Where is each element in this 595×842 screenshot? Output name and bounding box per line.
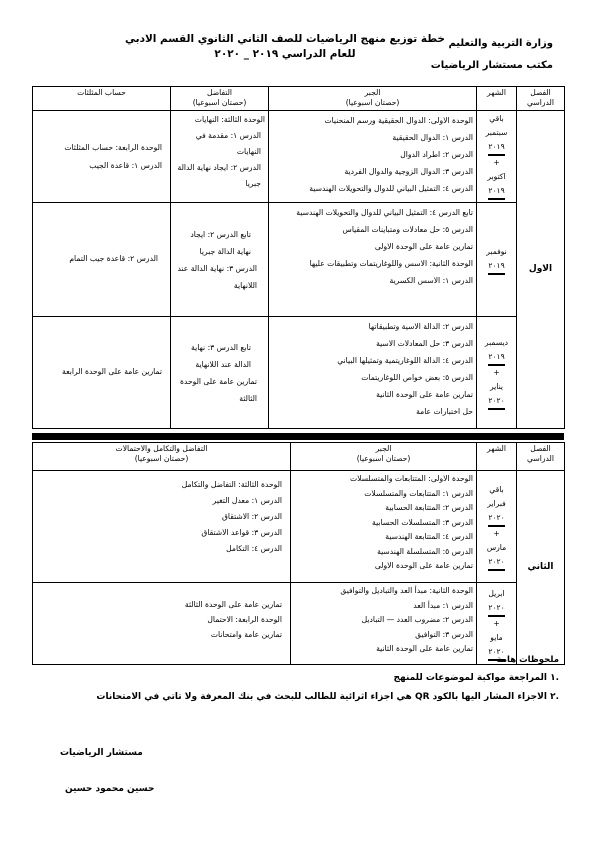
lesson-item: الدرس ٢: اطراد الدوال [400,150,473,159]
term2-table [32,442,565,665]
lesson-item: الوحدة الثانية: مبدأ العد والتباديل والتوافيق [340,586,473,595]
lesson-item: تابع الدرس ٤: التمثيل البياني للدوال والتحويلات الهندسية [296,208,473,217]
month-line: ابريل [488,588,505,598]
section-divider [32,433,564,440]
month-plus: + [493,618,500,628]
month-line: فبراير [487,498,506,508]
lesson-item: تمارين عامة على الوحدة الثالثة [180,376,257,403]
title-line-2: للعام الدراسي ٢٠١٩ _ ٢٠٢٠ [214,48,356,60]
trig-cell [33,111,171,203]
term1-table [32,86,565,429]
lesson-item: تمارين عامة على الوحدة الرابعة [62,367,162,377]
lesson-item: الدرس ٤: التكامل [226,544,282,553]
lesson-item: الدرس ٤: الدالة اللوغاريتمية وتمثيلها البياني [337,356,473,365]
algebra-cell [291,471,477,583]
month-year: ٢٠٢٠ [488,511,504,527]
month-line: ديسمبر [484,337,509,347]
lesson-item: تمارين عامة على الوحدة الثالثة [184,600,282,609]
calculus-cell [33,583,291,665]
algebra-header [291,443,477,471]
lesson-item: تمارين عامة على الوحدة الاولى [374,561,473,570]
month-line: نوفمبر [486,246,507,256]
month-header: الشهر [477,87,517,111]
lesson-item: حل اختبارات عامة [416,407,473,416]
lesson-item: الدرس ٤: التمثيل البياني للدوال والتحويلات الهندسية [309,184,473,193]
ministry-name: وزارة التربية والتعليم [448,38,553,49]
lesson-item: الدرس ٣: حل المعادلات الاسية [376,339,473,348]
algebra-cell [269,203,477,317]
month-line: مايو [490,632,503,642]
month-line: اكتوبر [487,172,506,181]
algebra-cell [269,111,477,203]
lesson-item: الدرس ٢: مضروب العدد — التباديل [361,615,473,624]
lesson-item: الدرس ٢: المتتابعة الحسابية [385,503,473,512]
trig-cell [33,203,171,317]
lesson-item: الدرس ١: الدوال الحقيقية [392,133,473,142]
lesson-item: الدرس ٣: نهاية الدالة عند اللانهاية [177,263,257,290]
calculus-header-label: التفاضل والتكامل والاحتمالات [115,444,208,453]
lesson-item: الوحدة الرابعة: الاحتمال [207,615,282,624]
lesson-item: الدرس ٣: الدوال الزوجية والدوال الفردية [344,167,473,176]
month-header: الشهر [477,443,517,471]
lesson-item: الدرس ٥: حل معادلات ومتباينات المقياس [342,225,473,234]
month-line: سبتمبر [485,128,508,137]
lesson-item: الدرس ٤: المتتابعة الهندسية [385,532,473,541]
month-year: ٢٠٢٠ [488,394,504,410]
algebra-header-sub: (حصتان اسبوعيا) [356,454,411,463]
lesson-item: تمارين عامة وامتحانات [210,630,282,639]
algebra-header-label: الجبر [375,444,392,453]
lesson-item: تابع الدرس ٢: ايجاد نهاية الدالة جبريا [190,229,251,256]
note-item: .٢ الاجزاء المشار اليها بالكود QR هي اجزاء اثرائية للطالب للبحث في بنك المعرفة ولا تاتي في الامتحانات [96,692,559,702]
month-year: ٢٠٢٠ [488,645,504,661]
notes-title: ملحوظات هامة [496,655,559,665]
calculus-header [171,87,269,111]
month-line: باقي [489,484,504,494]
lesson-item: الدرس ١: مبدأ العد [413,600,473,610]
month-plus: + [493,158,500,167]
algebra-cell [269,317,477,429]
lesson-item: الدرس ٢: الاشتقاق [222,512,282,521]
semester-header: الفصل الدراسي [517,443,565,471]
algebra-cell [291,583,477,665]
lesson-item: الوحدة الرابعة: حساب المثلثات [64,142,162,152]
algebra-header-sub: (حصتان اسبوعيا) [345,98,400,107]
lesson-item: الوحدة الثالثة: النهايات [194,115,265,124]
lesson-item: الدرس ٢: ايجاد نهاية الدالة جبريا [177,163,261,188]
lesson-item: الدرس ١: الاسس الكسرية [389,276,473,285]
lesson-item: تابع الدرس ٣: نهاية الدالة عند اللانهاية [191,342,251,369]
month-line: باقي [489,114,504,123]
lesson-item: الوحدة الاولى: المتتابعات والمتسلسلات [349,474,473,483]
lesson-item: الدرس ٢: الدالة الاسية وتطبيقاتها [368,322,473,331]
month-cell [477,583,517,665]
lesson-item: الدرس ١: قاعدة الجيب [89,160,162,170]
signature-name: حسين محمود حسين [65,784,155,794]
month-cell [477,203,517,317]
note-item: .١ المراجعة مواكبة لموضوعات للمنهج [393,673,559,683]
lesson-item: الدرس ١: المتتابعات والمتسلسلات [364,488,473,498]
semester-label: الثاني [517,471,565,665]
month-plus: + [493,528,500,538]
signature-title: مستشار الرياضيات [60,748,143,758]
lesson-item: الدرس ٣: قواعد الاشتقاق [201,528,282,537]
month-line: يناير [489,381,504,391]
calculus-header [33,443,291,471]
month-cell [477,111,517,203]
calculus-header-sub: (حصتان اسبوعيا) [192,98,247,107]
lesson-item: الدرس ١: معدل التغير [212,496,282,505]
lesson-item: الدرس ٥: المتسلسلة الهندسية [377,546,473,556]
calculus-cell [171,203,269,317]
calculus-cell [171,111,269,203]
trig-header [33,87,171,111]
calculus-header-label: التفاضل [206,88,233,97]
month-year: ٢٠١٩ [488,259,504,275]
semester-header: الفصل الدراسي [517,87,565,111]
lesson-item: الدرس ٣: المتسلسلات الحسابية [372,517,473,527]
lesson-item: تمارين عامة على الوحدة الثانية [376,644,473,653]
lesson-item: الدرس ٣: التوافيق [415,629,473,639]
month-year: ٢٠١٩ [488,140,504,156]
lesson-item: الدرس ١: مقدمة في النهايات [195,131,261,156]
month-cell [477,317,517,429]
semester-label: الاول [517,111,565,429]
algebra-header-label: الجبر [364,88,381,97]
calculus-cell [171,317,269,429]
lesson-item: تمارين عامة على الوحدة الاولى [374,242,473,251]
calculus-header-sub: (حصتان اسبوعيا) [134,454,189,463]
month-year: ٢٠٢٠ [488,601,504,617]
lesson-item: الدرس ٥: بعض خواص اللوغاريتمات [361,373,473,382]
algebra-header [269,87,477,111]
month-line: مارس [486,542,507,552]
lesson-item: الوحدة الثانية: الاسس واللوغاريتمات وتطبيقات عليها [309,259,473,268]
month-year: ٢٠١٩ [488,350,504,366]
lesson-item: تمارين عامة على الوحدة الثانية [376,390,473,399]
month-cell [477,471,517,583]
office-name: مكتب مستشار الرياضيات [430,60,553,71]
trig-header-label: حساب المثلثات [77,88,126,97]
trig-cell [33,317,171,429]
lesson-item: الوحدة الاولى: الدوال الحقيقية ورسم المنحنيات [324,116,473,125]
lesson-item: الوحدة الثالثة: التفاضل والتكامل [181,480,282,489]
lesson-item: الدرس ٢: قاعدة جيب التمام [69,254,158,264]
document-title [120,32,450,62]
month-plus: + [493,367,500,377]
month-year: ٢٠١٩ [488,184,504,200]
title-line-1: خطة توزيع منهج الرياضيات للصف الثاني الثانوي القسم الادبي [125,33,445,45]
calculus-cell [33,471,291,583]
month-year: ٢٠٢٠ [488,555,504,571]
